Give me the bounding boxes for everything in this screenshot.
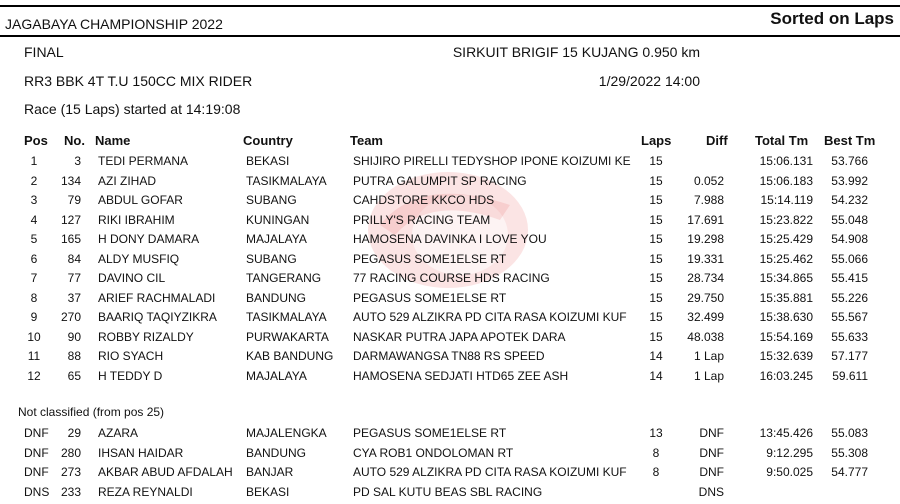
cell-no: 88: [67, 349, 81, 363]
cell-laps: 13: [649, 426, 663, 440]
cell-name: REZA REYNALDI: [98, 484, 193, 499]
cell-pos: 4: [30, 212, 38, 227]
cell-total: 15:38.630: [759, 310, 813, 324]
cell-diff: DNF: [699, 426, 724, 440]
cell-team: CAHDSTORE KKCO HDS: [353, 193, 495, 207]
col-header-diff: Diff: [706, 133, 728, 148]
sort-label: Sorted on Laps: [770, 9, 894, 28]
table-row: [0, 369, 900, 388]
cell-name: TEDI PERMANA: [98, 154, 189, 168]
cell-country: KAB BANDUNG: [246, 349, 334, 363]
cell-best: 55.083: [831, 426, 868, 440]
cell-best: 55.308: [831, 445, 868, 460]
class-label: RR3 BBK 4T T.U 150CC MIX RIDER: [24, 73, 253, 89]
cell-team: SHIJIRO PIRELLI TEDYSHOP IPONE KOIZUMI KE: [353, 154, 631, 168]
cell-name: RIO SYACH: [98, 349, 164, 363]
cell-no: 77: [67, 271, 81, 285]
cell-laps: 8: [652, 465, 660, 479]
top-rule: [0, 5, 900, 7]
cell-no: 29: [67, 426, 81, 440]
cell-country: MAJALENGKA: [246, 426, 327, 440]
cell-name: AZI ZIHAD: [98, 173, 157, 188]
cell-diff: 19.298: [687, 232, 724, 246]
cell-best: 54.908: [831, 232, 868, 246]
not-classified-label: Not classified (from pos 25): [18, 405, 165, 419]
col-header-total: Total Tm: [755, 133, 809, 148]
cell-team: PUTRA GALUMPIT SP RACING: [353, 173, 527, 188]
cell-total: 15:06.183: [759, 173, 813, 188]
cell-best: 55.226: [831, 290, 868, 305]
cell-country: BEKASI: [246, 154, 290, 168]
cell-pos: 8: [30, 290, 38, 305]
col-header-no: No.: [64, 133, 85, 148]
cell-best: 55.066: [831, 251, 868, 266]
cell-name: H TEDDY D: [98, 368, 163, 383]
cell-laps: 14: [649, 368, 663, 383]
table-row: [0, 271, 900, 290]
cell-total: 9:12.295: [766, 445, 813, 460]
cell-no: 3: [74, 154, 81, 168]
table-row: [0, 485, 900, 504]
cell-country: TASIKMALAYA: [246, 173, 327, 188]
cell-total: 15:06.131: [759, 154, 813, 168]
table-row: [0, 349, 900, 368]
col-header-name: Name: [95, 133, 131, 148]
cell-diff: 17.691: [687, 212, 724, 227]
cell-laps: 8: [652, 445, 660, 460]
cell-laps: 15: [649, 212, 663, 227]
cell-laps: 14: [649, 349, 663, 363]
cell-pos: 3: [30, 193, 38, 207]
session-label: FINAL: [24, 44, 64, 60]
datetime-label: 1/29/2022 14:00: [598, 73, 700, 89]
cell-name: ABDUL GOFAR: [98, 193, 183, 207]
cell-best: 57.177: [831, 349, 868, 363]
cell-pos: DNS: [24, 484, 50, 499]
cell-name: ROBBY RIZALDY: [98, 329, 194, 344]
cell-pos: DNF: [24, 465, 49, 479]
col-header-best: Best Tm: [824, 133, 876, 148]
cell-name: AZARA: [98, 426, 139, 440]
cell-team: PEGASUS SOME1ELSE RT: [353, 426, 507, 440]
cell-country: TASIKMALAYA: [246, 310, 327, 324]
cell-best: 59.611: [832, 368, 868, 383]
cell-name: BAARIQ TAQIYZIKRA: [98, 310, 217, 324]
cell-no: 165: [60, 232, 81, 246]
cell-best: 55.415: [831, 271, 868, 285]
cell-diff: 28.734: [687, 271, 724, 285]
race-start-label: Race (15 Laps) started at 14:19:08: [24, 101, 241, 117]
cell-country: MAJALAYA: [246, 368, 307, 383]
cell-no: 280: [60, 445, 81, 460]
table-row: [0, 213, 900, 232]
cell-country: PURWAKARTA: [246, 329, 329, 344]
cell-total: 15:34.865: [759, 271, 813, 285]
cell-country: KUNINGAN: [246, 212, 310, 227]
cell-total: 15:54.169: [759, 329, 813, 344]
cell-name: AKBAR ABUD AFDALAH: [98, 465, 233, 479]
cell-total: 15:25.462: [759, 251, 813, 266]
cell-diff: 48.038: [687, 329, 724, 344]
cell-best: 55.633: [831, 329, 868, 344]
cell-team: CYA ROB1 ONDOLOMAN RT: [353, 445, 514, 460]
cell-pos: 7: [30, 271, 38, 285]
table-row: [0, 446, 900, 465]
cell-laps: 15: [649, 173, 663, 188]
cell-laps: 15: [649, 271, 663, 285]
table-row: [0, 154, 900, 173]
championship-title: JAGABAYA CHAMPIONSHIP 2022: [5, 16, 223, 32]
cell-pos: 10: [27, 329, 41, 344]
cell-team: PEGASUS SOME1ELSE RT: [353, 251, 507, 266]
cell-team: HAMOSENA DAVINKA I LOVE YOU: [353, 232, 547, 246]
cell-country: TANGERANG: [246, 271, 322, 285]
cell-laps: 15: [649, 310, 663, 324]
cell-no: 79: [67, 193, 81, 207]
cell-laps: 15: [649, 329, 663, 344]
cell-team: PEGASUS SOME1ELSE RT: [353, 290, 507, 305]
cell-name: DAVINO CIL: [98, 271, 166, 285]
cell-total: 16:03.245: [759, 368, 813, 383]
cell-no: 127: [60, 212, 81, 227]
col-header-country: Country: [243, 133, 293, 148]
cell-no: 270: [60, 310, 81, 324]
col-header-pos: Pos: [24, 133, 48, 148]
cell-country: BANDUNG: [246, 290, 307, 305]
cell-laps: 15: [649, 193, 663, 207]
cell-diff: 29.750: [687, 290, 724, 305]
cell-diff: 0.052: [693, 173, 724, 188]
cell-total: 13:45.426: [759, 426, 813, 440]
cell-team: NASKAR PUTRA JAPA APOTEK DARA: [353, 329, 566, 344]
cell-name: H DONY DAMARA: [98, 232, 200, 246]
col-header-laps: Laps: [641, 133, 672, 148]
cell-no: 90: [67, 329, 81, 344]
table-row: [0, 252, 900, 271]
cell-no: 37: [67, 290, 81, 305]
cell-pos: 11: [27, 349, 41, 363]
cell-diff: 32.499: [687, 310, 724, 324]
table-row: [0, 426, 900, 445]
cell-country: BEKASI: [246, 484, 290, 499]
cell-pos: 2: [30, 173, 38, 188]
cell-country: SUBANG: [246, 193, 297, 207]
header-rule: [0, 35, 900, 37]
cell-team: AUTO 529 ALZIKRA PD CITA RASA KOIZUMI KUF: [353, 310, 627, 324]
cell-pos: 5: [30, 232, 38, 246]
cell-team: DARMAWANGSA TN88 RS SPEED: [353, 349, 545, 363]
table-row: [0, 232, 900, 251]
cell-team: HAMOSENA SEDJATI HTD65 ZEE ASH: [353, 368, 569, 383]
circuit-label: SIRKUIT BRIGIF 15 KUJANG 0.950 km: [452, 44, 700, 60]
cell-laps: 15: [649, 232, 663, 246]
cell-diff: DNF: [699, 465, 724, 479]
cell-pos: 6: [30, 251, 38, 266]
cell-country: MAJALAYA: [246, 232, 307, 246]
cell-laps: 15: [649, 154, 663, 168]
cell-total: 15:14.119: [760, 193, 813, 207]
cell-diff: 19.331: [687, 251, 724, 266]
table-row: [0, 330, 900, 349]
cell-team: PD SAL KUTU BEAS SBL RACING: [353, 484, 543, 499]
cell-best: 54.232: [831, 193, 868, 207]
cell-no: 233: [60, 484, 81, 499]
cell-name: ARIEF RACHMALADI: [98, 290, 216, 305]
cell-pos: 1: [30, 154, 38, 168]
cell-team: AUTO 529 ALZIKRA PD CITA RASA KOIZUMI KUF: [353, 465, 627, 479]
cell-pos: DNF: [24, 445, 49, 460]
cell-diff: 1 Lap: [693, 349, 724, 363]
cell-no: 134: [60, 173, 81, 188]
cell-diff: DNS: [698, 484, 724, 499]
cell-total: 9:50.025: [766, 465, 813, 479]
cell-laps: 15: [649, 251, 663, 266]
cell-diff: 1 Lap: [693, 368, 724, 383]
cell-best: 54.777: [831, 465, 868, 479]
cell-best: 55.567: [831, 310, 868, 324]
cell-country: BANDUNG: [246, 445, 307, 460]
cell-no: 84: [67, 251, 81, 266]
cell-country: SUBANG: [246, 251, 297, 266]
cell-diff: 7.988: [693, 193, 724, 207]
cell-pos: 12: [27, 368, 41, 383]
cell-best: 53.992: [831, 173, 868, 188]
cell-diff: DNF: [699, 445, 724, 460]
table-row: [0, 193, 900, 212]
cell-best: 53.766: [831, 154, 868, 168]
cell-total: 15:35.881: [759, 290, 813, 305]
cell-name: IHSAN HAIDAR: [98, 445, 184, 460]
cell-name: RIKI IBRAHIM: [98, 212, 175, 227]
cell-total: 15:23.822: [759, 212, 813, 227]
cell-laps: 15: [649, 290, 663, 305]
cell-best: 55.048: [831, 212, 868, 227]
cell-no: 65: [67, 368, 81, 383]
table-row: [0, 291, 900, 310]
table-row: [0, 174, 900, 193]
cell-total: 15:25.429: [759, 232, 813, 246]
table-row: [0, 310, 900, 329]
cell-team: PRILLY'S RACING TEAM: [353, 212, 491, 227]
cell-country: BANJAR: [246, 465, 294, 479]
cell-pos: 9: [30, 310, 38, 324]
cell-no: 273: [60, 465, 81, 479]
table-row: [0, 465, 900, 484]
cell-name: ALDY MUSFIQ: [98, 251, 180, 266]
cell-team: 77 RACING COURSE HDS RACING: [353, 271, 550, 285]
cell-total: 15:32.639: [759, 349, 813, 363]
col-header-team: Team: [350, 133, 383, 148]
cell-pos: DNF: [24, 426, 49, 440]
